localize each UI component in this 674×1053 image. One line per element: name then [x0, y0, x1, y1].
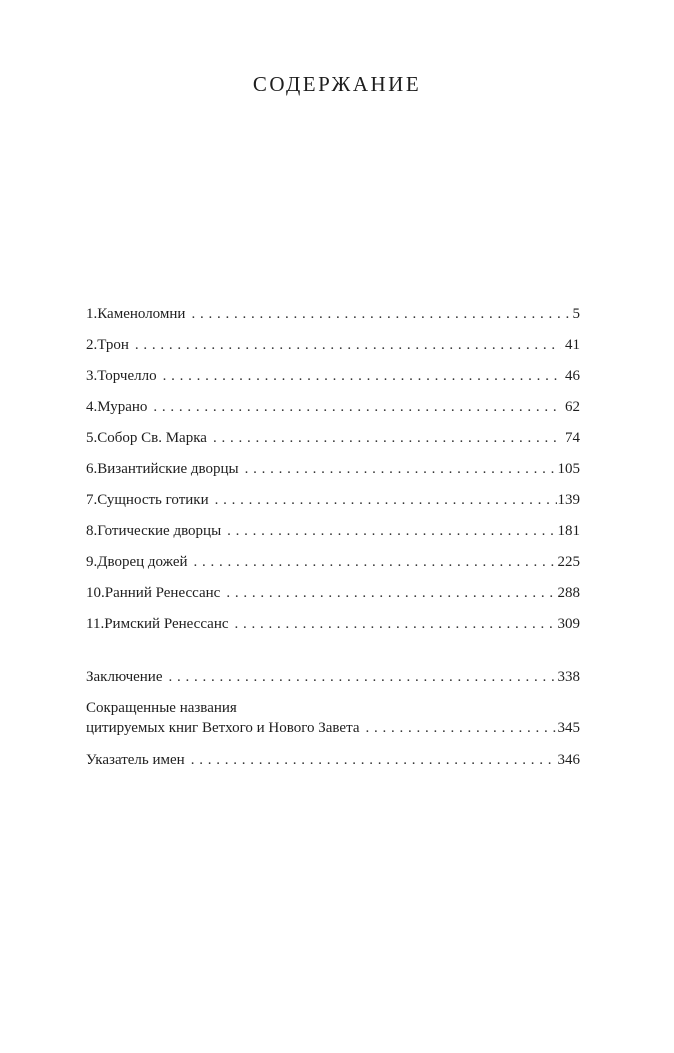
chapter-number: 2.	[86, 337, 98, 353]
dot-leader	[213, 428, 561, 448]
chapter-number: 11.	[86, 616, 105, 632]
page-number: 309	[557, 616, 580, 632]
dot-leader	[227, 521, 556, 541]
chapter-number: 6.	[86, 461, 98, 477]
dot-leader	[163, 366, 561, 386]
toc-entry-9[interactable]	[86, 552, 580, 572]
chapter-number: 9.	[86, 554, 98, 570]
toc-entry-1[interactable]	[86, 304, 580, 324]
page-number: 5	[572, 306, 580, 322]
page-number: 74	[565, 430, 580, 446]
dot-leader	[191, 750, 557, 770]
chapter-title: Собор Св. Марка	[97, 430, 207, 446]
chapter-title: Мурано	[97, 399, 148, 415]
dot-leader	[194, 552, 557, 572]
chapter-title: Трон	[97, 337, 129, 353]
toc-entry-4[interactable]	[86, 397, 580, 417]
toc-entry-2[interactable]	[86, 335, 580, 355]
toc-entry-11[interactable]	[86, 614, 580, 634]
page-number: 62	[565, 399, 580, 415]
chapter-number: 3.	[86, 368, 98, 384]
entry-title-line-2: цитируемых книг Ветхого и Нового Завета	[86, 720, 360, 736]
page-number: 345	[557, 720, 580, 736]
dot-leader	[135, 335, 561, 355]
dot-leader	[365, 718, 556, 738]
dot-leader	[169, 667, 557, 687]
page-number: 105	[557, 461, 580, 477]
toc-entry-7[interactable]	[86, 490, 580, 510]
chapter-number: 5.	[86, 430, 98, 446]
chapter-title: Сущность готики	[97, 492, 209, 508]
toc-entry-5[interactable]	[86, 428, 580, 448]
dot-leader	[245, 459, 557, 479]
page-title: СОДЕРЖАНИЕ	[252, 72, 422, 96]
chapter-title: Византийские дворцы	[97, 461, 239, 477]
chapter-title: Торчелло	[97, 368, 157, 384]
page-number: 346	[557, 752, 580, 768]
page-number: 41	[565, 337, 580, 353]
dot-leader	[153, 397, 561, 417]
chapter-title: Дворец дожей	[97, 554, 188, 570]
page-number: 288	[557, 585, 580, 601]
dot-leader	[215, 490, 557, 510]
toc-entry-index[interactable]	[86, 750, 580, 770]
dot-leader	[226, 583, 556, 603]
toc-entry-8[interactable]	[86, 521, 580, 541]
toc-entry-abbreviations[interactable]	[86, 698, 580, 738]
entry-title: Указатель имен	[86, 752, 185, 768]
page-number: 139	[557, 492, 580, 508]
toc-entry-6[interactable]	[86, 459, 580, 479]
chapter-number: 10.	[86, 585, 105, 601]
toc-entry-3[interactable]	[86, 366, 580, 386]
chapter-title: Ранний Ренессанс	[104, 585, 221, 601]
chapter-title: Каменоломни	[97, 306, 186, 322]
entry-title-line-1: Сокращенные названия	[86, 700, 237, 716]
toc-entry-conclusion[interactable]	[86, 667, 580, 687]
toc-entry-10[interactable]	[86, 583, 580, 603]
page-number: 225	[557, 554, 580, 570]
entry-title: Заключение	[86, 669, 163, 685]
chapter-number: 1.	[86, 306, 98, 322]
page-number: 46	[565, 368, 580, 384]
page-number: 338	[557, 669, 580, 685]
dot-leader	[191, 304, 568, 324]
page-number: 181	[557, 523, 580, 539]
chapter-title: Готические дворцы	[97, 523, 222, 539]
chapter-number: 8.	[86, 523, 98, 539]
chapter-title: Римский Ренессанс	[104, 616, 229, 632]
chapter-number: 4.	[86, 399, 98, 415]
dot-leader	[235, 614, 557, 634]
chapter-number: 7.	[86, 492, 98, 508]
